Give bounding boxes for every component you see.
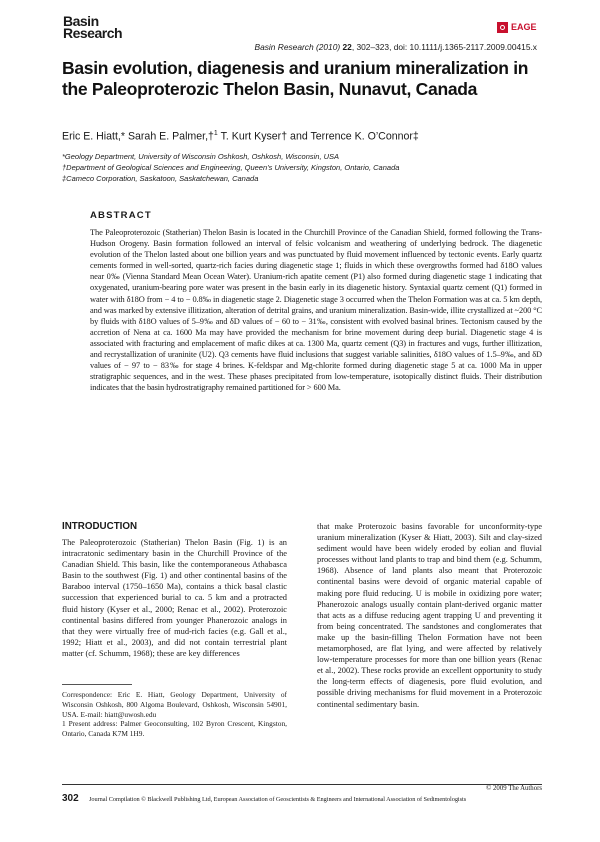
abstract-heading: ABSTRACT xyxy=(90,210,152,221)
correspondence-footnote xyxy=(62,690,287,739)
footnote-divider xyxy=(62,684,132,685)
journal-logo-line1: Basin xyxy=(63,13,99,29)
article-title: Basin evolution, diagenesis and uranium mineralization in the Paleoproterozic Thelon Basin, Nunavut, Canada xyxy=(62,58,529,99)
journal-logo-line2: Research xyxy=(63,25,123,41)
author-2-footnote-mark: 1 xyxy=(213,130,218,137)
author-2: Sarah E. Palmer,† xyxy=(125,130,214,143)
author-1: Eric E. Hiatt,* xyxy=(62,130,125,143)
introduction-heading: INTRODUCTION xyxy=(62,521,138,532)
citation-volume: 22 xyxy=(342,42,352,52)
journal-logo xyxy=(63,15,137,39)
author-list xyxy=(62,130,542,143)
citation-suffix: , 302–323, doi: 10.1111/j.1365-2117.2009.00415.x xyxy=(351,42,537,52)
correspondence-text: Correspondence: Eric E. Hiatt, Geology Department, University of Wisconsin Oshkosh, 800 Algoma Boulevard, Oshkosh, Wisconsin 54901, USA. E-mail: hiatt@uwosh.edu xyxy=(62,690,287,719)
introduction-left-column: The Paleoproterozoic (Statherian) Thelon Basin (Fig. 1) is an intracratonic sedimentary basin in the Churchill Province of the Canadian Shield. This basin, like the contemporaneous Athabasca Basin to the southwest (Fig. 1) and other continental basins of the Baraboo interval (1750–1650 Ma), contains a thick basal clastic succession that experienced burial to ca. 5 km and a protracted fluid history (Kyser et al., 2000; Renac et al., 2002). Proterozoic continental basins differed from younger Phanerozoic analogs in that they were virtually free of mud-rich facies (e.g. Gall et al., 1992; Hiatt et al., 2003), and did not contain terrestrial plant matter (cf. Schumm, 1968); these are key differences xyxy=(62,538,287,658)
publisher-logo-text: EAGE xyxy=(511,22,537,32)
copyright-notice: © 2009 The Authors xyxy=(486,785,542,792)
journal-citation xyxy=(255,42,538,52)
present-address-note: 1 Present address: Palmer Geoconsulting, 102 Byron Crescent, Kingston, Ontario, Canada K7M 1H9. xyxy=(62,719,287,739)
journal-compilation-notice: Journal Compilation © Blackwell Publishing Ltd, European Association of Geoscientists & Engineers and International Association of Sedimentologists xyxy=(89,796,467,803)
abstract-text: The Paleoproterozoic (Statherian) Thelon Basin is located in the Churchill Province of the Canadian Shield, formed following the Trans-Hudson Orogeny. Basin formation followed an interval of felsic volcanism and weathering of underlying bedrock. The diagenetic evolution of the Thelon lasted about one billion years and was punctuated by fluid movement influenced by tectonic events. Early quartz cements formed in well-sorted, quartz-rich facies during diagenetic stage 1; fluids in which these overgrowths formed had δ18O values near 0‰ (Vienna Standard Mean Ocean Water). Uranium-rich apatite cement (P1) also formed during diagenetic stage 1 indicating that oxygenated, uranium-bearing pore water was present in the basin early in its diagenetic history. Syntaxial quartz cement (Q1) formed in water with δ18O from − 4 to − 0.8‰ in diagenetic stage 2. Diagenetic stage 3 occurred when the Thelon Formation was at ca. 5 km depth, and was marked by extensive illitization, alteration of detrital grains, and uranium mineralization. Basin-wide, illite crystallized at ~200 °C by fluids with δ18O values of 5–9‰ and δD values of − 60 to − 31‰, consistent with evolved basinal brines. Tectonism caused by the accretion of Nena at ca. 1600 Ma may have provided the mechanism for brine movement during deep burial. Diagenetic stage 4 is associated with fracturing and emplacement of mafic dikes at ca. 1300 Ma, quartz cement (Q3) in fractures and vugs, further illitization, and recrystallization of uraninite (U2). Q3 cements have fluid inclusions that suggest variable salinities, δ18O values of 1.5–9‰, and δD values of − 97 to − 83‰ for stage 4 brines. K-feldspar and Mg-chlorite formed during diagenetic stage 5 at ca. 1000 Ma in upper stratigraphic sequences, and in the west. These phases precipitated from low-temperature, isotopically distinct fluids. Their distribution indicates that the basin hydrostratigraphy remained partitioned for > 600 Ma. xyxy=(90,228,542,393)
page-number: 302 xyxy=(62,793,79,804)
author-4: and Terrence K. O’Connor‡ xyxy=(287,130,419,143)
eage-logo-icon xyxy=(497,22,508,33)
affiliation-1: *Geology Department, University of Wisconsin Oshkosh, Oshkosh, Wisconsin, USA xyxy=(62,152,340,161)
introduction-right-column: that make Proterozoic basins favorable for unconformity-type uranium mineralization (Kyser & Hiatt, 2003). Silt and clay-sized sediment would have been widely eroded by eolian and fluvial processes without land plants to trap and bind them (e.g. Schumm, 1968). Absence of land plants also meant that Proterozoic continental basins were devoid of organic material capable of making pore fluid reducing. U is mobile in oxidizing pore water; Phanerozoic analogs usually contain plant-derived organic matter that acts as a diffuse reducing agent trapping U and preventing it from being concentrated. The sandstones and conglomerates that make up the basin-filling Thelon Formation have not been metamorphosed, are flat lying, and were affected by relatively low-temperature processes for more than one billion years (Renac et al., 2002). These rocks provide an excellent opportunity to study the long-term effects of diagenesis, pore fluid evolution, and possible driving mechanisms for fluid movement in a Proterozoic continental sedimentary basin. xyxy=(317,522,542,709)
author-3: T. Kurt Kyser† xyxy=(217,130,288,143)
citation-prefix: Basin Research (2010) xyxy=(254,42,343,52)
publisher-logo xyxy=(497,20,537,34)
footer-divider xyxy=(62,784,542,785)
affiliations xyxy=(62,151,542,184)
affiliation-2: †Department of Geological Sciences and Engineering, Queen’s University, Kingston, Ontario, Canada xyxy=(62,163,400,172)
affiliation-3: ‡Cameco Corporation, Saskatoon, Saskatchewan, Canada xyxy=(62,174,259,183)
